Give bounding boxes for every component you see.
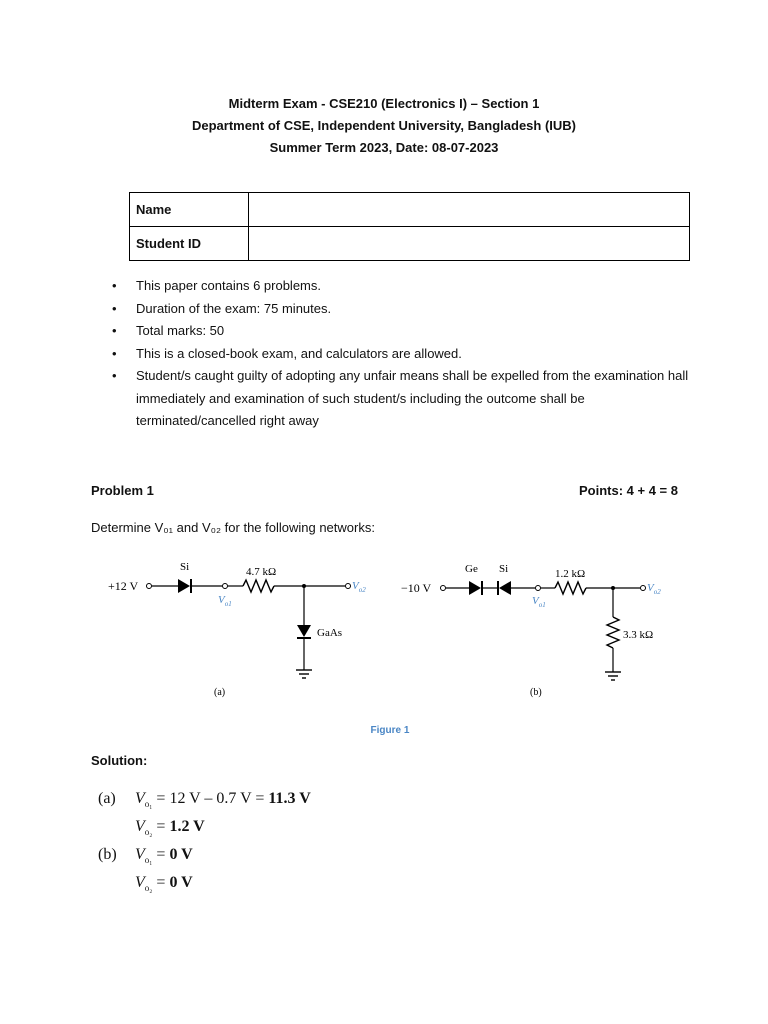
- node-icon: [223, 584, 228, 589]
- resistor-icon: [555, 582, 586, 594]
- node-icon: [536, 586, 541, 591]
- circuit-b-source-label: −10 V: [401, 581, 432, 595]
- circuit-a-caption: (a): [214, 687, 226, 698]
- student-id-label: Student ID: [130, 227, 249, 261]
- instruction-item: • Duration of the exam: 75 minutes.: [110, 298, 690, 321]
- part-b-label: (b): [98, 846, 117, 863]
- instruction-item: • This is a closed-book exam, and calculators are allowed.: [110, 343, 690, 366]
- circuit-a-diode1-label: Si: [180, 561, 190, 573]
- problem-prompt: Determine V₀₁ and V₀₂ for the following networks:: [91, 520, 375, 535]
- circuit-a-resistor-label: 4.7 kΩ: [246, 566, 277, 578]
- circuit-b-diode1-label: Ge: [465, 563, 478, 575]
- figure-caption: Figure 1: [370, 725, 410, 736]
- name-field[interactable]: [249, 193, 690, 227]
- instruction-item: • Student/s caught guilty of adopting any unfair means shall be expelled from the examination hall immediately and examination of such student/s including the outcome shall be terminated/cancelled right away: [110, 365, 690, 433]
- circuit-a-diagram: [100, 555, 370, 705]
- ge-diode-icon: [469, 581, 481, 595]
- b-vo2-equation: $V_{o_2} = 0$ V: [135, 874, 193, 894]
- name-label: Name: [130, 193, 249, 227]
- circuit-b-diagram: [395, 555, 675, 705]
- instruction-item: • This paper contains 6 problems.: [110, 275, 690, 298]
- circuit-b-resistor2-label: 3.3 kΩ: [623, 629, 654, 641]
- circuit-a-diode2-label: GaAs: [317, 627, 343, 639]
- part-a-label: (a): [98, 790, 116, 807]
- exam-department: Department of CSE, Independent University, Bangladesh (IUB): [191, 118, 577, 133]
- resistor-icon: [243, 580, 274, 592]
- circuit-b-diode2-label: Si: [499, 563, 509, 575]
- a-vo2-equation: $V_{o_2} = 1.2$ V: [135, 818, 205, 838]
- circuit-a-vo2-label: $V_{o2}$: [352, 580, 366, 594]
- instruction-item: • Total marks: 50: [110, 320, 690, 343]
- terminal-icon: [441, 586, 446, 591]
- terminal-icon: [346, 584, 351, 589]
- student-info-table: [129, 192, 690, 261]
- resistor-icon: [607, 617, 619, 648]
- si-diode-icon: [499, 581, 511, 595]
- circuit-b-vo1-label: $V_{o1}$: [532, 595, 546, 609]
- name-row: [130, 193, 690, 227]
- gaas-diode-icon: [297, 625, 311, 637]
- si-diode-icon: [178, 579, 190, 593]
- terminal-icon: [641, 586, 646, 591]
- circuit-b-caption: (b): [530, 687, 542, 698]
- ground-icon: [296, 670, 312, 678]
- circuit-a-source-label: +12 V: [108, 579, 139, 593]
- circuit-b-vo2-label: $V_{o2}$: [647, 582, 661, 596]
- circuit-a-vo1-label: $V_{o1}$: [218, 594, 232, 608]
- instructions-list: [110, 275, 690, 433]
- problem-title: Problem 1: [91, 483, 154, 498]
- student-id-field[interactable]: [249, 227, 690, 261]
- solution-title: Solution:: [91, 753, 148, 768]
- student-id-row: [130, 227, 690, 261]
- exam-header: [0, 93, 768, 159]
- a-vo1-equation: $V_{o_1} = 12$ V – 0.7 V = 11.3 V: [135, 790, 311, 810]
- exam-title: Midterm Exam - CSE210 (Electronics I) – Section 1: [228, 96, 540, 111]
- circuit-b-resistor1-label: 1.2 kΩ: [555, 568, 586, 580]
- exam-term-date: Summer Term 2023, Date: 08-07-2023: [269, 140, 499, 155]
- ground-icon: [605, 672, 621, 680]
- b-vo1-equation: $V_{o_1} = 0$ V: [135, 846, 193, 866]
- terminal-icon: [147, 584, 152, 589]
- problem-points: Points: 4 + 4 = 8: [579, 483, 678, 498]
